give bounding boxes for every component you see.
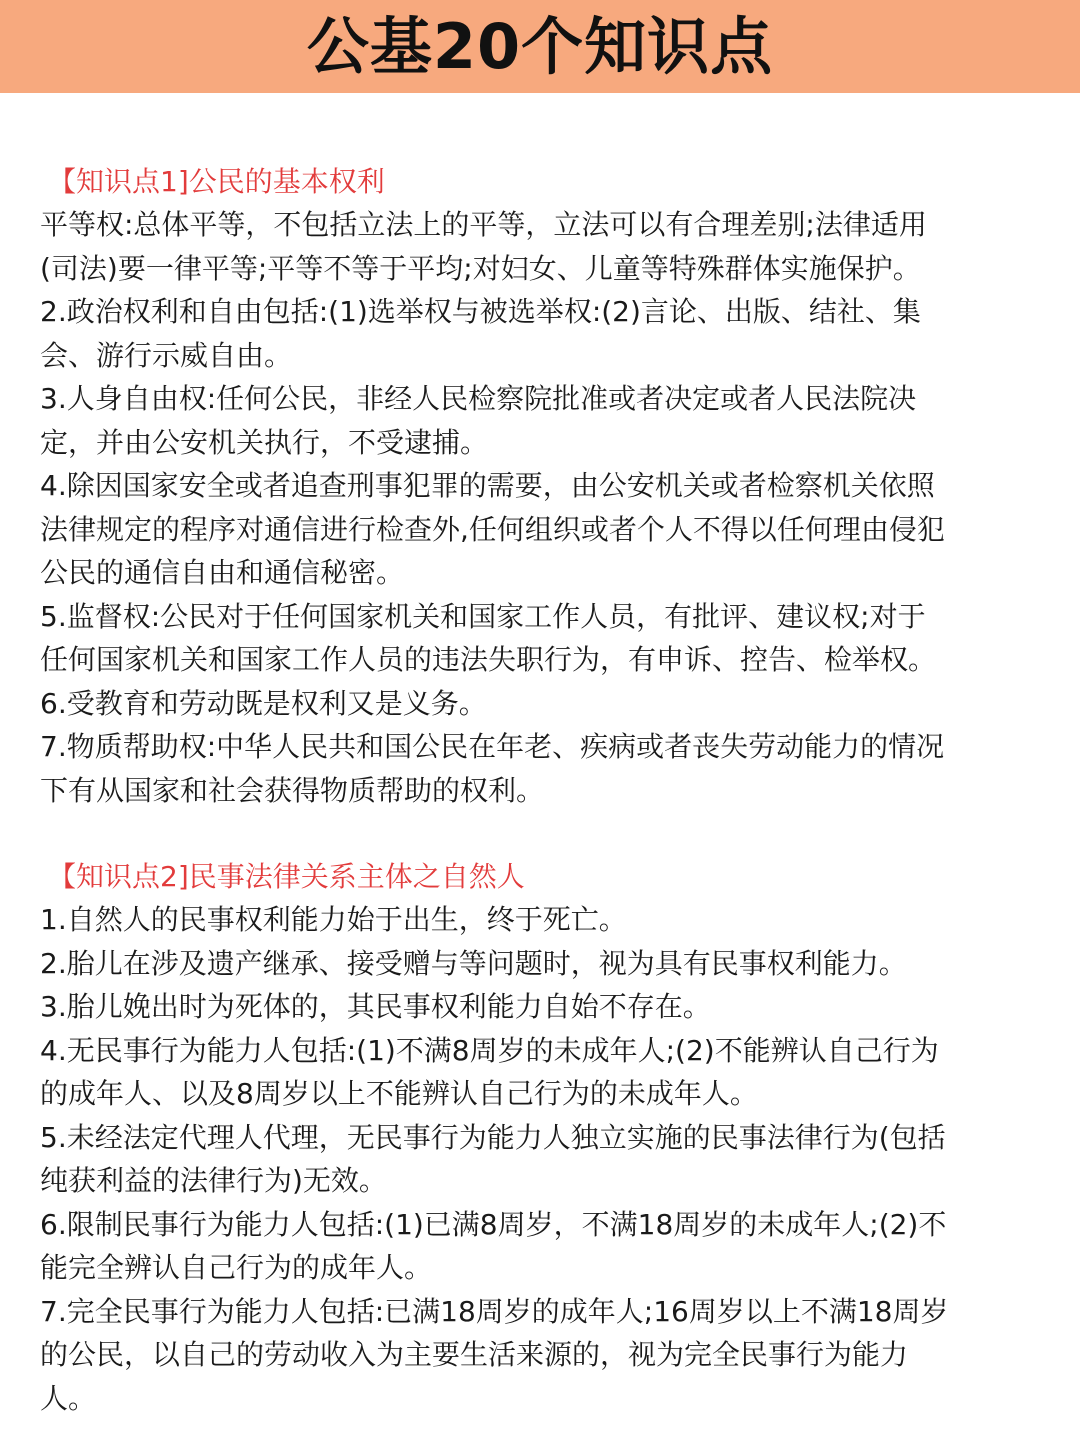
text-line: 7.完全民事行为能力人包括:已满18周岁的成年人;16周岁以上不满18周岁 bbox=[40, 1294, 949, 1328]
text-line: 平等权:总体平等，不包括立法上的平等，立法可以有合理差别;法律适用 bbox=[40, 208, 927, 241]
text-line: 下有从国家和社会获得物质帮助的权利。 bbox=[40, 773, 545, 807]
section-knowledge-point-1 bbox=[40, 160, 1044, 812]
page-title: 公基20个知识点 bbox=[306, 9, 774, 83]
text-line: 6.受教育和劳动既是权利又是义务。 bbox=[40, 686, 487, 720]
text-line: 7.物质帮助权:中华人民共和国公民在年老、疾病或者丧失劳动能力的情况 bbox=[40, 730, 945, 763]
text-line: 5.监督权:公民对于任何国家机关和国家工作人员，有批评、建议权;对于 bbox=[40, 599, 926, 633]
text-line: 定，并由公安机关执行，不受逮捕。 bbox=[40, 425, 489, 459]
section-knowledge-point-2 bbox=[40, 855, 1044, 1420]
text-line: 任何国家机关和国家工作人员的违法失职行为，有申诉、控告、检举权。 bbox=[40, 643, 937, 676]
text-line: 2.政治权利和自由包括:(1)选举权与被选举权:(2)言论、出版、结社、集 bbox=[40, 295, 921, 328]
text-line: 6.限制民事行为能力人包括:(1)已满8周岁，不满18周岁的未成年人;(2)不 bbox=[40, 1207, 947, 1241]
text-line: 5.未经法定代理人代理，无民事行为能力人独立实施的民事法律行为(包括 bbox=[40, 1120, 946, 1154]
text-line: (司法)要一律平等;平等不等于平均;对妇女、儿童等特殊群体实施保护。 bbox=[40, 251, 921, 285]
text-line: 4.除因国家安全或者追查刑事犯罪的需要，由公安机关或者检察机关依照 bbox=[40, 469, 935, 502]
text-line: 1.自然人的民事权利能力始于出生，终于死亡。 bbox=[40, 903, 627, 936]
text-line: 法律规定的程序对通信进行检查外,任何组织或者个人不得以任何理由侵犯 bbox=[40, 512, 945, 546]
text-line: 的成年人、以及8周岁以上不能辨认自己行为的未成年人。 bbox=[40, 1077, 758, 1110]
text-line: 3.胎儿娩出时为死体的，其民事权利能力自始不存在。 bbox=[40, 990, 711, 1023]
text-line: 3.人身自由权:任何公民，非经人民检察院批准或者决定或者人民法院决 bbox=[40, 382, 917, 415]
text-line: 人。 bbox=[40, 1381, 97, 1415]
text-line: 的公民，以自己的劳动收入为主要生活来源的，视为完全民事行为能力 bbox=[40, 1338, 909, 1371]
text-line: 公民的通信自由和通信秘密。 bbox=[40, 556, 405, 589]
text-line: 2.胎儿在涉及遗产继承、接受赠与等问题时，视为具有民事权利能力。 bbox=[40, 946, 907, 980]
text-line: 会、游行示威自由。 bbox=[40, 338, 293, 372]
text-line: 纯获利益的法律行为)无效。 bbox=[40, 1164, 387, 1197]
text-line: 能完全辨认自己行为的成年人。 bbox=[40, 1251, 433, 1284]
header-banner bbox=[0, 0, 1080, 93]
section-title: 【知识点2]民事法律关系主体之自然人 bbox=[48, 860, 525, 893]
content-area bbox=[40, 160, 1044, 1420]
section-title: 【知识点1]公民的基本权利 bbox=[48, 165, 385, 198]
text-line: 4.无民事行为能力人包括:(1)不满8周岁的未成年人;(2)不能辨认自己行为 bbox=[40, 1033, 939, 1067]
